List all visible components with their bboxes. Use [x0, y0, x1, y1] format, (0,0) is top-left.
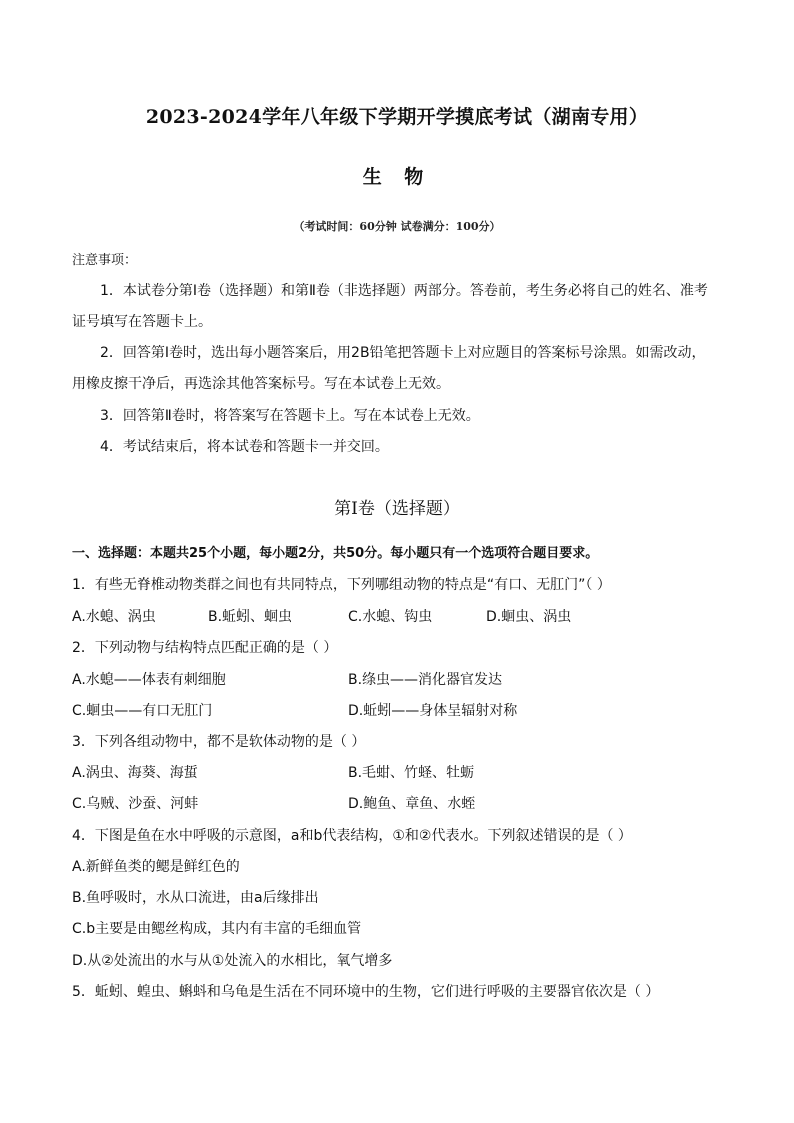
question-4-stem: 4．下图是鱼在水中呼吸的示意图，a和b代表结构，①和②代表水。下列叙述错误的是（ ） — [72, 828, 632, 844]
question-5-stem: 5．蚯蚓、蝗虫、蝌蚪和乌龟是生活在不同环境中的生物，它们进行呼吸的主要器官依次是（ ） — [72, 984, 660, 1000]
question-1-option-a: A.水螅、涡虫 — [72, 609, 156, 625]
question-4-option-c: C.b主要是由鳃丝构成，其内有丰富的毛细血管 — [72, 921, 362, 937]
note-item-1-line-1: 1．本试卷分第Ⅰ卷（选择题）和第Ⅱ卷（非选择题）两部分。答卷前，考生务必将自己的姓名、准考 — [100, 283, 708, 299]
notes-title: 注意事项： — [72, 253, 138, 268]
question-3-option-a: A.涡虫、海葵、海蜇 — [72, 765, 198, 781]
volume-title: 第Ⅰ卷（选择题） — [334, 499, 460, 519]
question-2-stem: 2．下列动物与结构特点匹配正确的是（ ） — [72, 640, 338, 656]
question-1-option-d: D.蛔虫、涡虫 — [486, 609, 572, 625]
exam-info: （考试时间：60分钟 试卷满分：100分） — [293, 220, 501, 233]
question-1-option-c: C.水螅、钩虫 — [348, 609, 433, 625]
question-1-stem: 1．有些无脊椎动物类群之间也有共同特点，下列哪组动物的特点是“有口、无肛门”（ ） — [72, 577, 611, 593]
question-2-option-d: D.蚯蚓——身体呈辐射对称 — [348, 703, 518, 719]
question-4-option-d: D.从②处流出的水与从①处流入的水相比，氧气增多 — [72, 953, 393, 969]
note-item-3: 3．回答第Ⅱ卷时，将答案写在答题卡上。写在本试卷上无效。 — [100, 408, 480, 424]
note-item-2-line-2: 用橡皮擦干净后，再选涂其他答案标号。写在本试卷上无效。 — [72, 376, 450, 392]
question-3-stem: 3．下列各组动物中，都不是软体动物的是（ ） — [72, 734, 366, 750]
question-2-option-a: A.水螅——体表有刺细胞 — [72, 672, 226, 688]
question-4-option-a: A.新鲜鱼类的鳃是鲜红色的 — [72, 859, 240, 875]
question-2-option-c: C.蛔虫——有口无肛门 — [72, 703, 213, 719]
section-title: 一、选择题：本题共25个小题，每小题2分，共50分。每小题只有一个选项符合题目要求。 — [72, 546, 599, 561]
note-item-4: 4．考试结束后，将本试卷和答题卡一并交回。 — [100, 439, 389, 455]
question-3-option-d: D.鲍鱼、章鱼、水蛭 — [348, 796, 476, 812]
question-4-option-b: B.鱼呼吸时，水从口流进，由a后缘排出 — [72, 890, 319, 906]
question-2-option-b: B.绦虫——消化器官发达 — [348, 672, 503, 688]
exam-title: 2023-2024学年八年级下学期开学摸底考试（湖南专用） — [145, 106, 649, 128]
question-3-option-c: C.乌贼、沙蚕、河蚌 — [72, 796, 199, 812]
question-1-option-b: B.蚯蚓、蛔虫 — [208, 609, 293, 625]
note-item-2-line-1: 2．回答第Ⅰ卷时，选出每小题答案后，用2B铅笔把答题卡上对应题目的答案标号涂黑。如需改动， — [100, 345, 706, 361]
question-3-option-b: B.毛蚶、竹蛏、牡蛎 — [348, 765, 475, 781]
note-item-1-line-2: 证号填写在答题卡上。 — [72, 314, 212, 330]
subject-title: 生 物 — [362, 166, 432, 188]
